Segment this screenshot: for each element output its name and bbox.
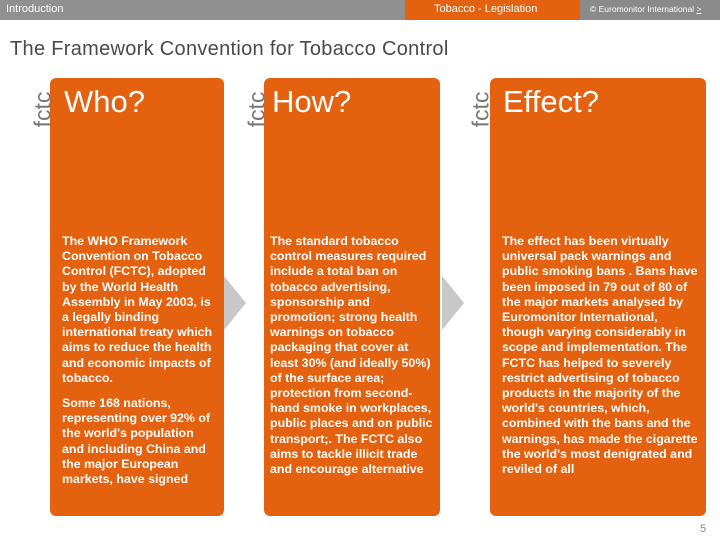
page-number: 5 — [700, 523, 707, 535]
copyright-text: © Euromonitor International — [590, 4, 695, 14]
header-intro-label[interactable]: Introduction — [6, 3, 64, 15]
arrow-right-shape — [442, 276, 464, 330]
copyright-link[interactable]: > — [696, 4, 702, 14]
arrow-right-icon — [442, 276, 464, 330]
arrow-right-shape — [224, 276, 246, 330]
panel-how-tab — [240, 78, 274, 140]
panel-how-heading: How? — [272, 84, 352, 119]
panel-who-body — [62, 234, 214, 497]
panel-who-tab — [26, 78, 60, 140]
arrow-right-icon — [224, 276, 246, 330]
page-title: The Framework Convention for Tobacco Control — [10, 38, 449, 60]
panel-effect — [490, 78, 706, 516]
header-bar — [0, 0, 720, 20]
panel-how-body — [270, 234, 434, 487]
panel-effect-body — [502, 234, 698, 487]
panel-who-heading: Who? — [64, 84, 145, 119]
panel-effect-tab-label: fctc — [467, 91, 494, 127]
panel-effect-heading: Effect? — [503, 84, 599, 119]
panel-who-paragraph-1: The WHO Framework Convention on Tobacco Control (FCTC), adopted by the World Health Assembly in May 2003, is a legally binding international treaty which aims to reduce the health and economic impacts of tobacco. — [62, 234, 213, 385]
panel-who — [50, 78, 224, 516]
panel-how-tab-label: fctc — [243, 91, 270, 127]
panel-how — [264, 78, 440, 516]
panel-effect-paragraph-1: The effect has been virtually universal pack warnings and public smoking bans . Bans have been imposed in 79 out of 80 of the major markets analysed by Euromonitor International, though varying considerably in scope and implementation. The FCTC has helped to severely restrict advertising of tobacco products in the majority of the world's countries, which, combined with the bans and the warnings, has made the cigarette the world's most denigrated and reviled of all — [502, 234, 698, 477]
panel-who-paragraph-2: Some 168 nations, representing over 92% of the world's population and including China and the major European markets, have signed — [62, 396, 211, 487]
header-section-label[interactable]: Tobacco - Legislation — [434, 3, 538, 15]
header-copyright — [590, 4, 701, 14]
panel-effect-tab — [464, 78, 498, 140]
panel-how-paragraph-1: The standard tobacco control measures required include a total ban on tobacco advertising, sponsorship and promotion; strong health warnings on tobacco packaging that cover at least 30% (and ideally 50%) of the surface area; protection from second-hand smoke in workplaces, public places and on public transport;. The FCTC also aims to tackle illicit trade and encourage alternative — [270, 234, 433, 477]
panel-who-tab-label: fctc — [29, 91, 56, 127]
